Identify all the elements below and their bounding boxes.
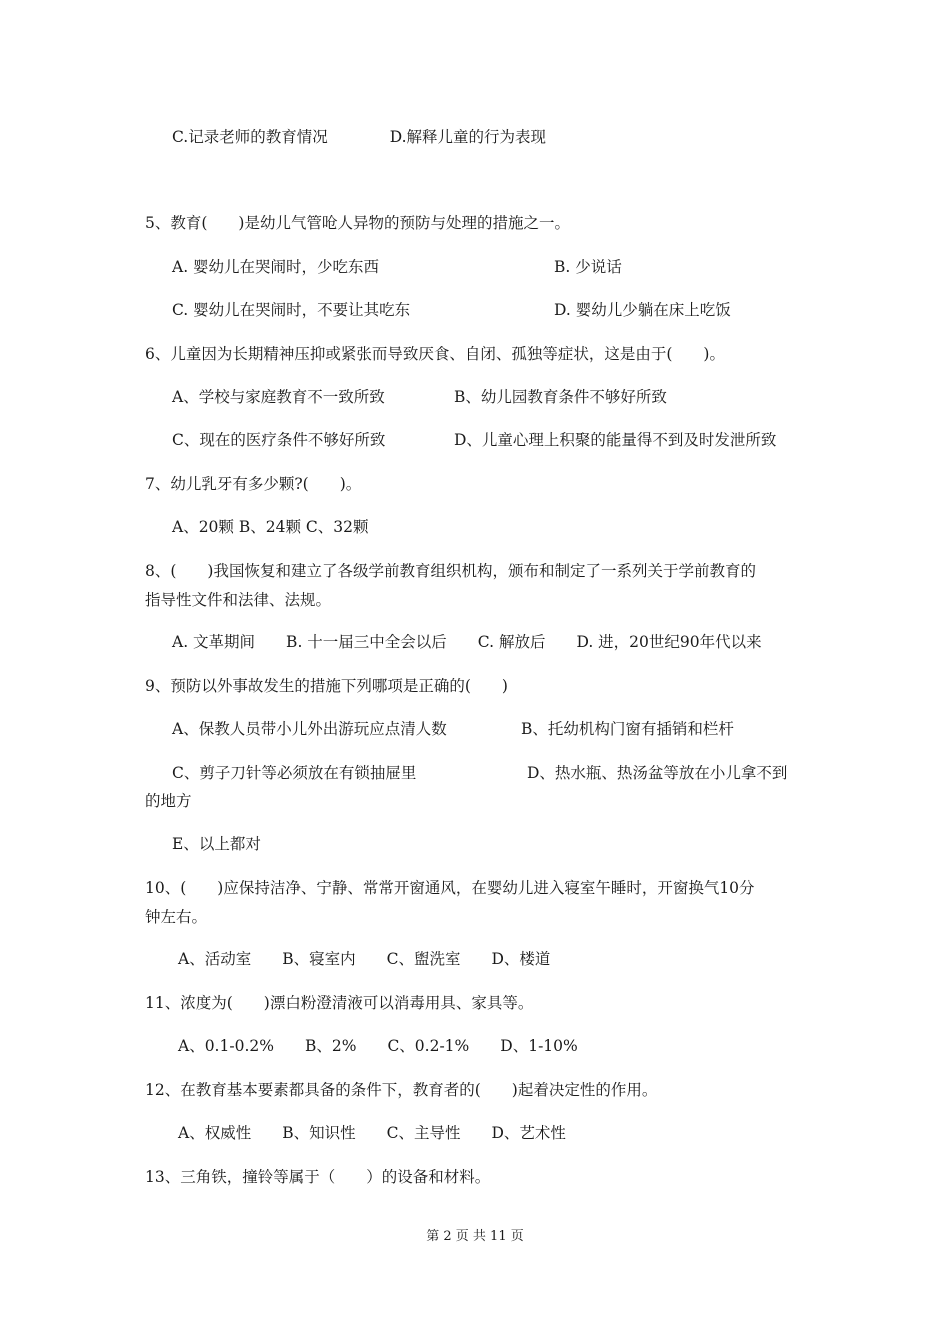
q5-option-c: C. 婴幼儿在哭闹时，不要让其吃东 xyxy=(172,301,411,319)
q11-options: A、0.1-0.2% B、2% C、0.2-1% D、1-10% xyxy=(178,1037,578,1055)
q7-question: 7、幼儿乳牙有多少颗?( )。 xyxy=(145,475,362,493)
q10-options: A、活动室 B、寝室内 C、盥洗室 D、楼道 xyxy=(178,950,551,968)
q6-question: 6、儿童因为长期精神压抑或紧张而导致厌食、自闭、孤独等症状，这是由于( )。 xyxy=(145,345,725,363)
q5-question: 5、教育( )是幼儿气管呛人异物的预防与处理的措施之一。 xyxy=(145,214,570,232)
q8-question: 8、( )我国恢复和建立了各级学前教育组织机构，颁布和制定了一系列关于学前教育的 xyxy=(145,562,756,580)
q6-option-c: C、现在的医疗条件不够好所致 xyxy=(172,431,386,449)
page-footer: 第 2 页 共 11 页 xyxy=(426,1229,524,1244)
q4-options-cd: C.记录老师的教育情况 D.解释儿童的行为表现 xyxy=(172,128,547,146)
q9-question: 9、预防以外事故发生的措施下列哪项是正确的( ) xyxy=(145,677,508,695)
q8-question-cont: 指导性文件和法律、法规。 xyxy=(145,591,332,609)
q9-option-c: C、剪子刀针等必须放在有锁抽屉里 xyxy=(172,764,417,782)
q12-options: A、权威性 B、知识性 C、主导性 D、艺术性 xyxy=(178,1124,566,1142)
q9-option-b: B、托幼机构门窗有插销和栏杆 xyxy=(521,720,734,738)
q8-options: A. 文革期间 B. 十一届三中全会以后 C. 解放后 D. 进，20世纪90年代以来 xyxy=(172,633,762,651)
q6-option-b: B、幼儿园教育条件不够好所致 xyxy=(454,388,667,406)
q9-option-a: A、保教人员带小儿外出游玩应点清人数 xyxy=(172,720,447,738)
q5-option-d: D. 婴幼儿少躺在床上吃饭 xyxy=(554,301,731,319)
q12-question: 12、在教育基本要素都具备的条件下，教育者的( )起着决定性的作用。 xyxy=(145,1081,658,1099)
q5-option-a: A. 婴幼儿在哭闹时，少吃东西 xyxy=(172,258,380,276)
q10-question: 10、( )应保持洁净、宁静、常常开窗通风，在婴幼儿进入寝室午睡时，开窗换气10分 xyxy=(145,879,755,897)
q11-question: 11、浓度为( )漂白粉澄清液可以消毒用具、家具等。 xyxy=(145,994,534,1012)
q7-options: A、20颗 B、24颗 C、32颗 xyxy=(172,518,369,536)
q5-option-b: B. 少说话 xyxy=(554,258,622,276)
q9-option-d: D、热水瓶、热汤盆等放在小儿拿不到 xyxy=(527,764,788,782)
q6-option-a: A、学校与家庭教育不一致所致 xyxy=(172,388,385,406)
q6-option-d: D、儿童心理上积聚的能量得不到及时发泄所致 xyxy=(454,431,777,449)
q10-question-cont: 钟左右。 xyxy=(145,908,208,926)
q9-option-d-cont: 的地方 xyxy=(145,792,192,810)
q9-option-e: E、以上都对 xyxy=(172,835,261,853)
q13-question: 13、三角铁，撞铃等属于（ ）的设备和材料。 xyxy=(145,1168,491,1186)
